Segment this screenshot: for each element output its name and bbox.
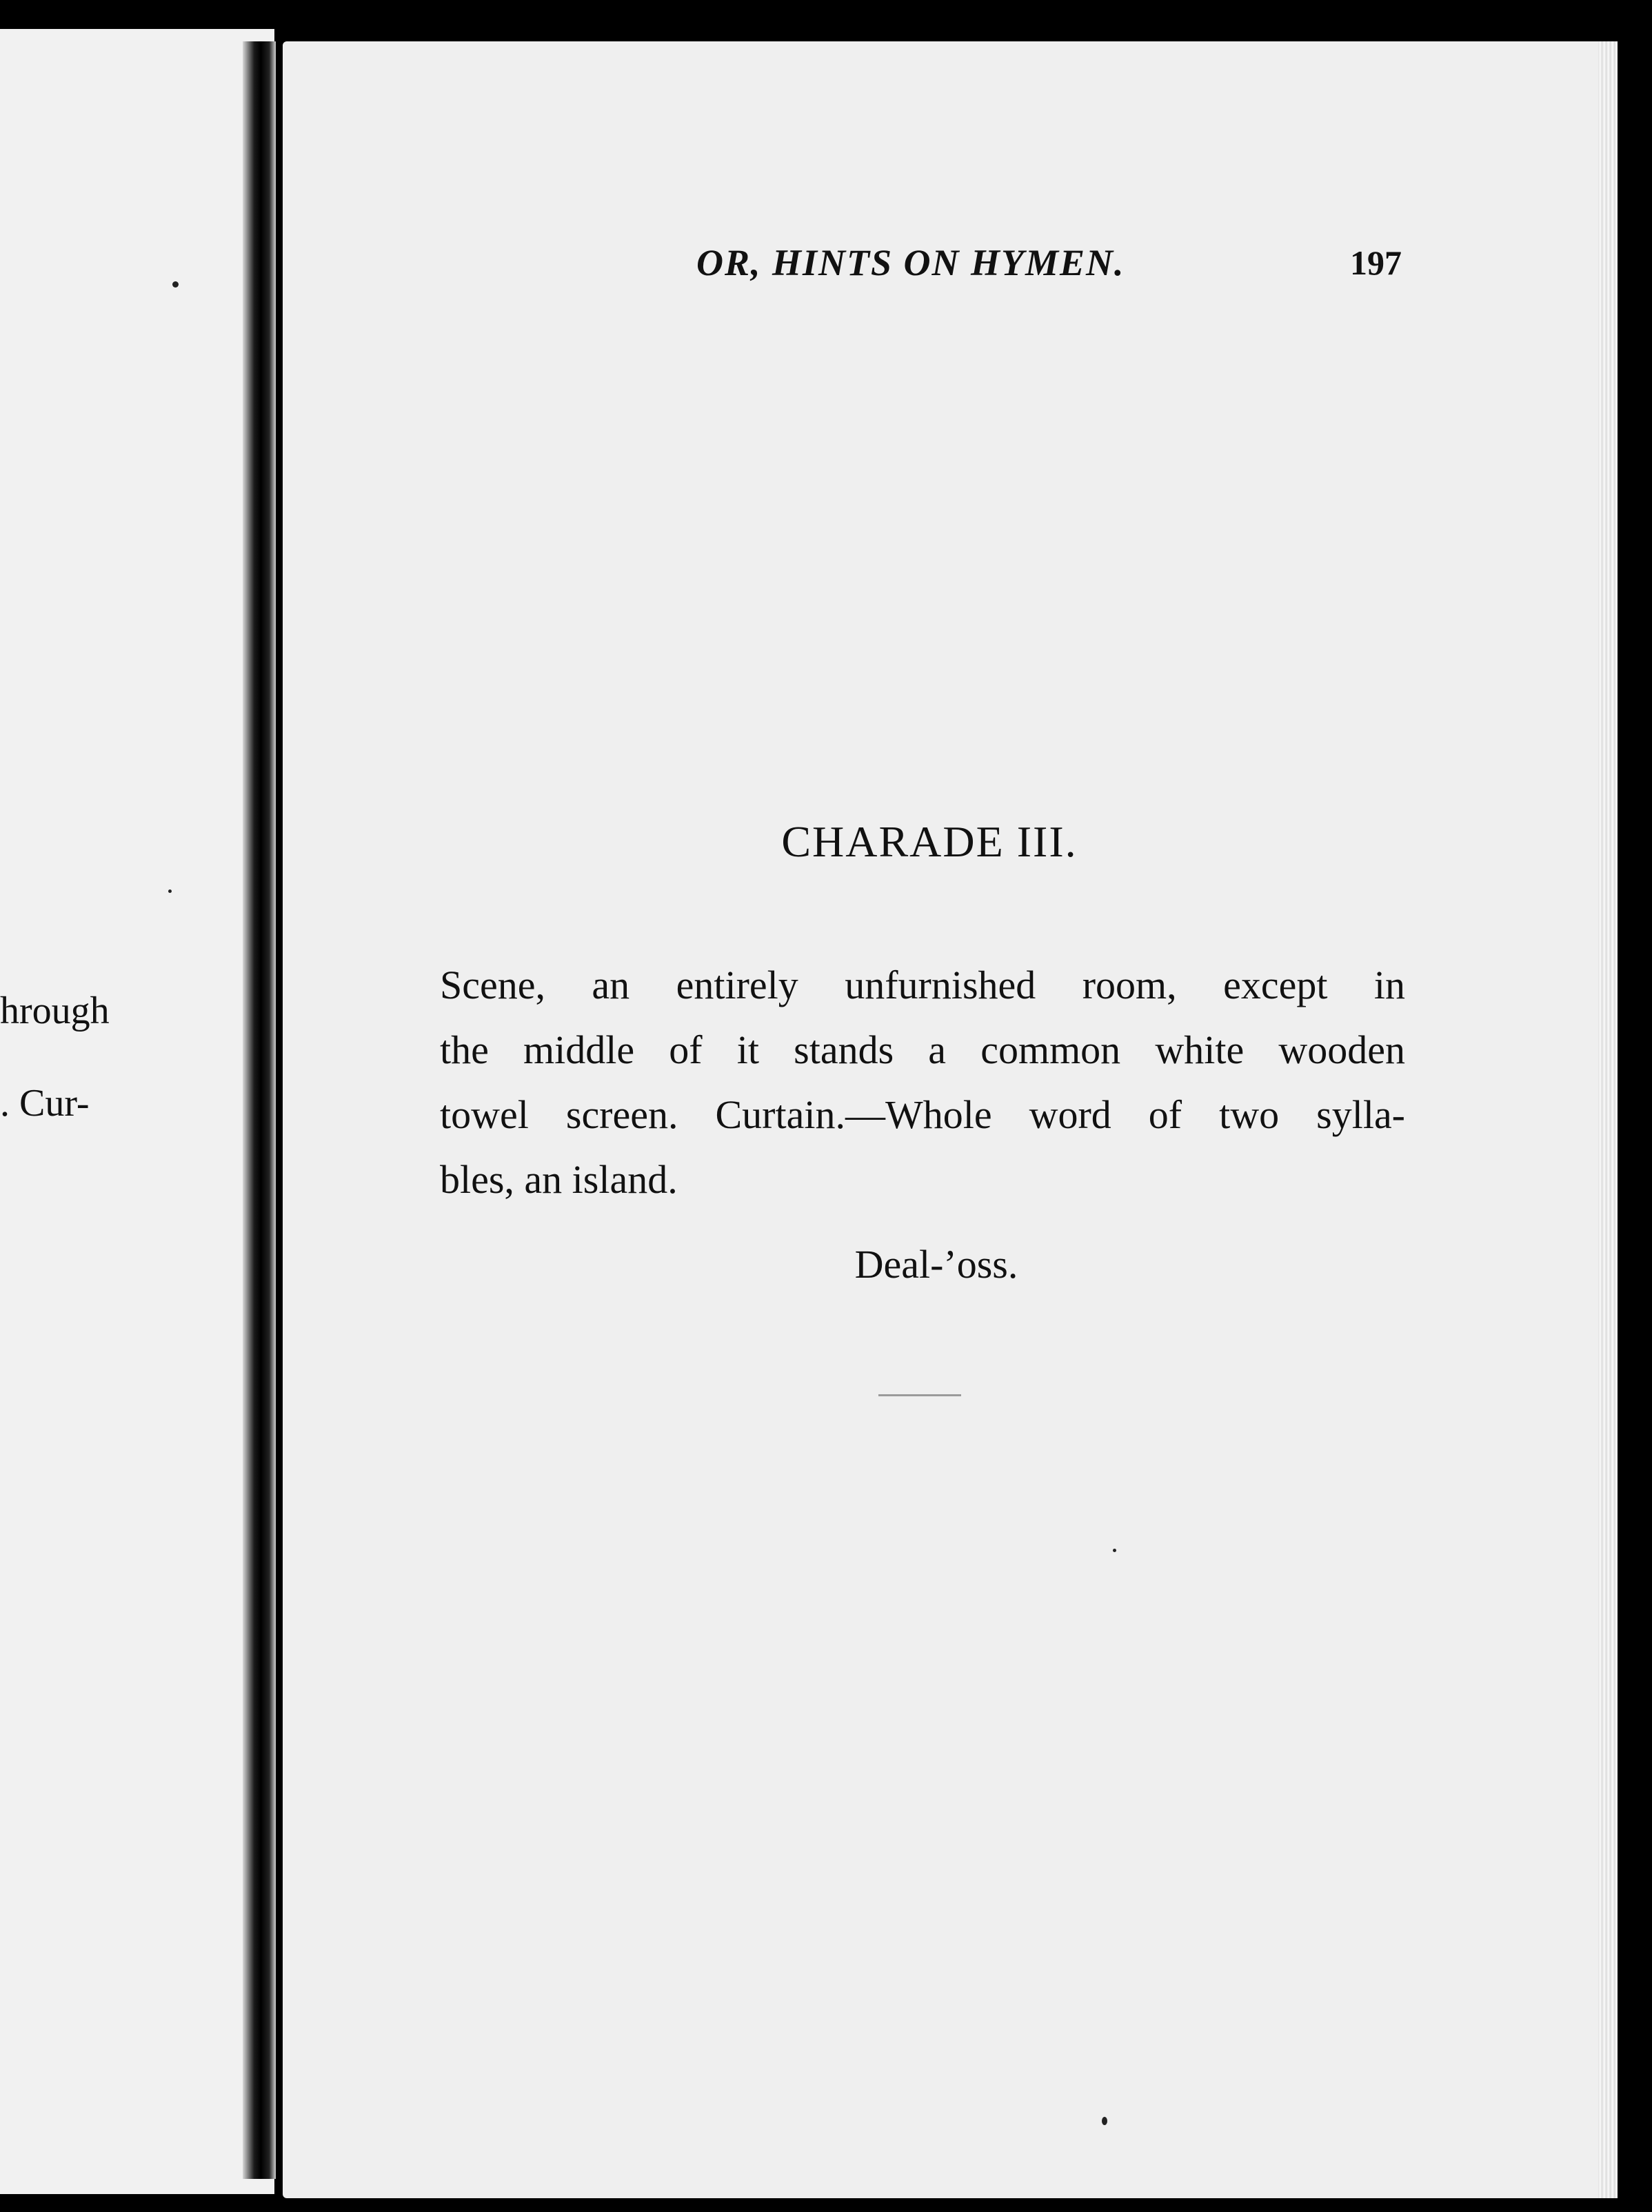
left-page-fragment-1: hrough <box>0 989 110 1032</box>
left-page <box>0 29 274 2194</box>
paragraph-line: towel screen. Curtain.—Whole word of two sylla- <box>440 1092 1405 1137</box>
charade-title: CHARADE III. <box>781 817 1078 866</box>
paragraph-line: Scene, an entirely unfurnished room, except in <box>440 963 1405 1007</box>
left-page-fragment-2: . Cur- <box>0 1082 90 1125</box>
page-number: 197 <box>1350 243 1402 282</box>
ink-speck <box>1102 2117 1107 2125</box>
charade-paragraph <box>440 953 1405 1212</box>
running-head: OR, HINTS ON HYMEN. <box>696 242 1125 283</box>
right-page <box>283 41 1618 2198</box>
ink-speck <box>168 889 172 893</box>
charade-answer: Deal-’oss. <box>854 1242 1018 1287</box>
book-spine <box>243 41 276 2179</box>
ink-speck <box>172 281 179 288</box>
paragraph-line: bles, an island. <box>440 1157 678 1202</box>
page-edge <box>1598 41 1618 2198</box>
section-divider <box>878 1394 961 1396</box>
paragraph-line: the middle of it stands a common white wooden <box>440 1027 1405 1072</box>
ink-speck <box>1113 1549 1116 1552</box>
